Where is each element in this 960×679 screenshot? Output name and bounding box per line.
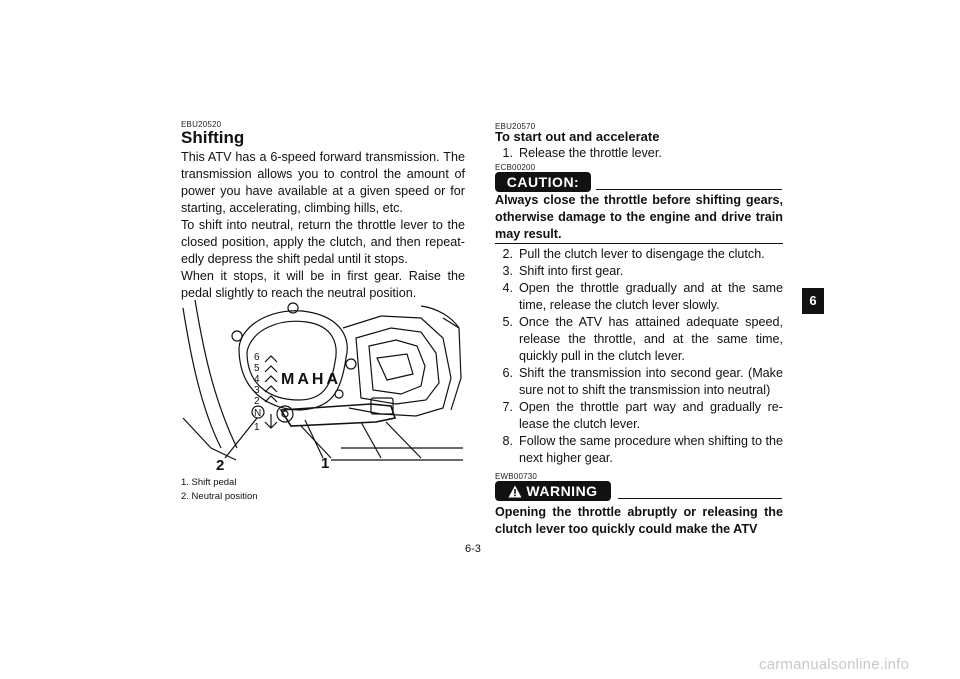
step-text: Open the throttle gradually and at the same time, release the clutch lever slowly.: [519, 281, 783, 312]
caution-rule-top: [596, 189, 782, 190]
step-number: 7.: [502, 400, 513, 414]
gear-label: 1: [254, 422, 260, 433]
list-item: [497, 145, 783, 162]
warning-label: WARNING: [526, 483, 598, 499]
step-text: Once the ATV has attained adequate speed, release the throttle, and at the same time, quickly pull in the clutch lever.: [519, 315, 783, 363]
section-code: EBU20570: [495, 122, 536, 131]
engine-illustration: [181, 298, 463, 478]
paragraph: This ATV has a 6-speed forward transmission. The transmission allows you to control the amount of power you have available at a given speed or for starting, accelerating, climbing hills, etc.: [181, 150, 465, 215]
steps-list-intro: [497, 145, 783, 162]
gear-label: N: [254, 408, 262, 419]
steps-list: [497, 246, 783, 467]
chapter-tab: 6: [802, 288, 824, 314]
step-text: Follow the same procedure when shifting to the next higher gear.: [519, 434, 783, 465]
section-code: EBU20520: [181, 120, 222, 129]
list-item: [497, 433, 783, 467]
step-text: Release the throttle lever.: [519, 146, 662, 160]
gear-label: 6: [254, 352, 260, 363]
section-title: Shifting: [181, 128, 245, 147]
gear-label: 4: [254, 374, 260, 385]
step-number: 5.: [502, 315, 513, 329]
caution-text: Always close the throttle before shifting gears, otherwise damage to the engine and drive train may result.: [495, 193, 783, 241]
list-item: [497, 399, 783, 433]
figure-captions: [181, 476, 258, 504]
paragraph: When it stops, it will be in first gear. Raise the pedal slightly to reach the neutral position.: [181, 269, 465, 300]
list-item: [497, 365, 783, 399]
step-number: 8.: [502, 434, 513, 448]
step-text: Shift the transmission into second gear. (Make sure not to shift the transmission into neutral): [519, 366, 783, 397]
warning-code: EWB00730: [495, 472, 538, 481]
callout-2: 2: [216, 457, 225, 474]
section-title: To start out and accelerate: [495, 129, 660, 144]
gear-label: 2: [254, 396, 260, 407]
caution-rule-bottom: [495, 243, 783, 244]
step-number: 6.: [502, 366, 513, 380]
caption-shift-pedal: 1. Shift pedal: [181, 477, 237, 488]
step-text: Shift into first gear.: [519, 264, 624, 278]
step-text: Pull the clutch lever to disengage the clutch.: [519, 247, 765, 261]
list-item: [497, 280, 783, 314]
warning-text: Opening the throttle abruptly or releasing the clutch lever too quickly could make the ATV: [495, 505, 783, 536]
caution-badge: CAUTION:: [495, 172, 591, 192]
gear-label: 3: [254, 385, 260, 396]
callout-1: 1: [321, 455, 330, 472]
shifting-body: [181, 149, 465, 302]
caution-code: ECB00200: [495, 163, 536, 172]
warning-rule-top: [618, 498, 782, 499]
step-text: Open the throttle part way and gradually re-lease the clutch lever.: [519, 400, 783, 431]
step-number: 1.: [502, 146, 513, 160]
list-item: [497, 314, 783, 365]
page-number: 6-3: [465, 543, 481, 555]
warning-badge: [495, 481, 611, 501]
step-number: 4.: [502, 281, 513, 295]
shift-pedal-figure: [181, 298, 463, 478]
watermark: carmanualsonline.info: [759, 656, 910, 673]
warning-triangle-icon: [508, 485, 522, 498]
step-number: 2.: [502, 247, 513, 261]
list-item: [497, 246, 783, 263]
gear-label: 5: [254, 363, 260, 374]
list-item: [497, 263, 783, 280]
step-number: 3.: [502, 264, 513, 278]
paragraph: To shift into neutral, return the throttle lever to the closed position, apply the clutch, and then repeat-edly depress the shift pedal until it stops.: [181, 218, 465, 266]
caption-neutral-position: 2. Neutral position: [181, 491, 258, 502]
brand-lettering: MAHA: [281, 371, 341, 388]
